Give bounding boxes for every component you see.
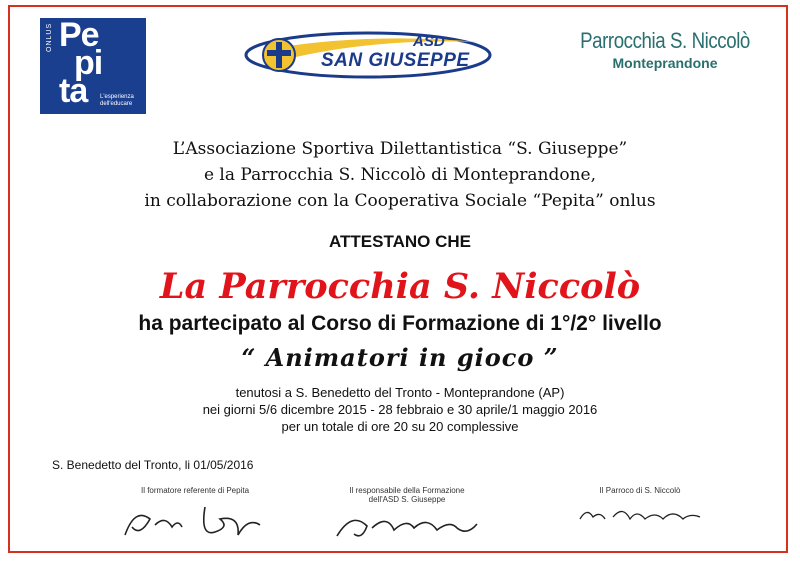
parrocchia-logo (560, 28, 770, 71)
course-title: “ Animatori in gioco ” (241, 343, 559, 372)
asd-san-giuseppe-logo (243, 30, 493, 80)
intro-line-1: L’Associazione Sportiva Dilettantistica “S. Giuseppe” (172, 139, 628, 159)
signature-block-parroco (560, 486, 720, 529)
intro-line-2: e la Parrocchia S. Niccolò di Monteprandone, (203, 165, 597, 185)
handwritten-signature-icon (120, 497, 270, 542)
pepita-logo-pi: pi (74, 44, 103, 82)
attestano-heading: ATTESTANO CHE (329, 232, 471, 251)
parrocchia-logo-name: Parrocchia S. Niccolò (580, 28, 750, 53)
pepita-logo (40, 18, 146, 114)
details-line-1: tenutosi a S. Benedetto del Tronto - Monteprandone (AP) (235, 385, 565, 400)
pepita-logo-ta: ta (59, 72, 88, 110)
pepita-onlus-text: ONLUS (46, 22, 53, 52)
signature-caption-asd-2: dell'ASD S. Giuseppe (368, 495, 446, 504)
asd-logo-line2: SAN GIUSEPPE (321, 50, 470, 71)
course-statement: ha partecipato al Corso di Formazione di 1°/2° livello (138, 312, 662, 335)
signature-caption-pepita: Il formatore referente di Pepita (140, 486, 250, 495)
intro-line-3: in collaborazione con la Cooperativa Sociale “Pepita” onlus (144, 191, 656, 211)
details-line-2: nei giorni 5/6 dicembre 2015 - 28 febbraio e 30 aprile/1 maggio 2016 (202, 402, 598, 417)
handwritten-signature-icon (575, 497, 705, 529)
intro-text (0, 136, 800, 214)
signature-caption-parroco: Il Parroco di S. Niccolò (599, 486, 681, 495)
signature-block-asd (322, 486, 492, 544)
course-details (0, 384, 800, 435)
asd-logo-line1: ASD (413, 33, 445, 50)
signature-block-pepita (110, 486, 280, 542)
details-line-3: per un totale di ore 20 su 20 complessive (281, 419, 519, 434)
pepita-tagline: L'esperienza dell'educare (100, 94, 134, 107)
parrocchia-logo-town: Monteprandone (612, 55, 718, 71)
place-date: S. Benedetto del Tronto, li 01/05/2016 (52, 458, 254, 472)
handwritten-signature-icon (332, 506, 482, 544)
pepita-logo-pe: Pe (59, 16, 99, 54)
signature-caption-asd-1: Il responsabile della Formazione (349, 486, 465, 495)
recipient-name: La Parrocchia S. Niccolò (159, 266, 641, 307)
